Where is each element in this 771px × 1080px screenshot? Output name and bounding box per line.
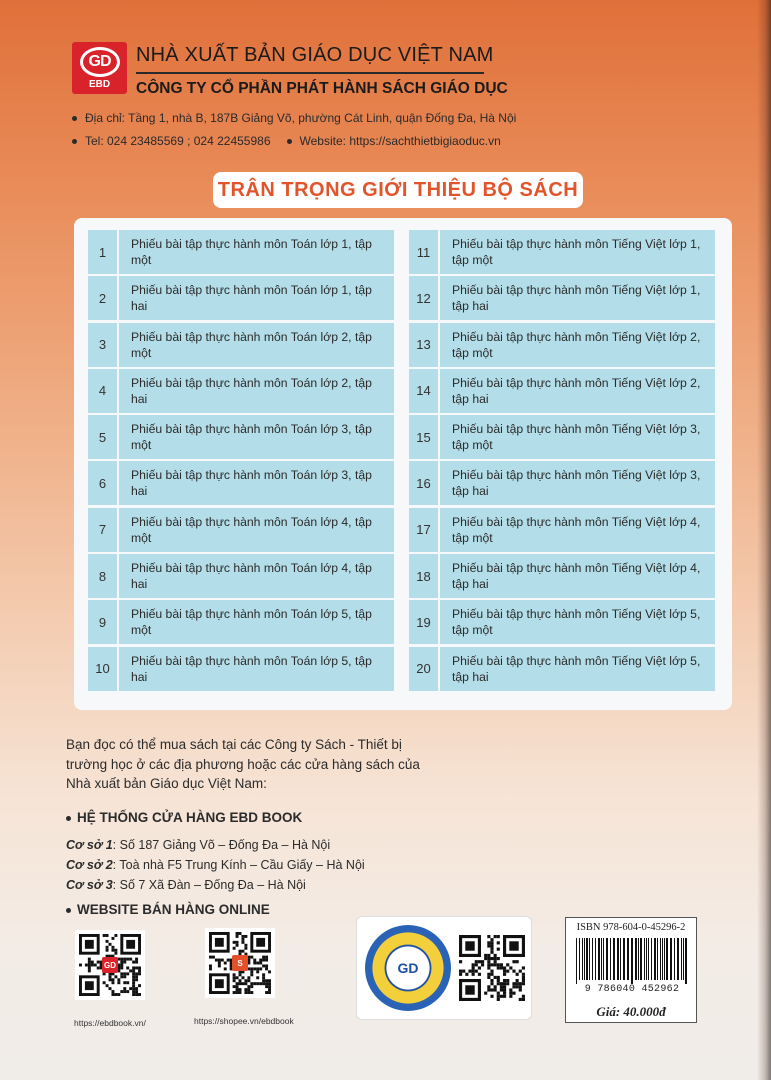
store-address: : Số 187 Giảng Võ – Đống Đa – Hà Nội <box>112 838 331 852</box>
store-item <box>66 878 306 892</box>
bullet-icon <box>66 908 71 913</box>
store-address: : Toà nhà F5 Trung Kính – Cầu Giấy – Hà Nội <box>112 858 365 872</box>
book-row <box>88 647 394 691</box>
authenticity-stamp-box <box>356 916 532 1020</box>
book-title: Phiếu bài tập thực hành môn Tiếng Việt lớp 3, tập hai <box>440 461 715 505</box>
store-item <box>66 838 330 852</box>
book-number: 6 <box>88 461 117 505</box>
contact-line <box>72 134 501 148</box>
barcode-digits: 9 786040 452962 <box>584 984 680 995</box>
book-row <box>88 415 394 459</box>
book-number: 11 <box>409 230 438 274</box>
book-row <box>88 230 394 274</box>
book-title: Phiếu bài tập thực hành môn Tiếng Việt lớp 2, tập hai <box>440 369 715 413</box>
logo-sub: EBD <box>88 78 111 90</box>
book-row <box>88 508 394 552</box>
bullet-icon <box>72 139 77 144</box>
book-title: Phiếu bài tập thực hành môn Tiếng Việt lớp 5, tập hai <box>440 647 715 691</box>
website-text[interactable]: Website: https://sachthietbigiaoduc.vn <box>299 134 501 148</box>
book-title: Phiếu bài tập thực hành môn Tiếng Việt lớp 5, tập một <box>440 600 715 644</box>
store-item <box>66 858 365 872</box>
book-row <box>409 647 715 691</box>
book-title: Phiếu bài tập thực hành môn Tiếng Việt lớp 1, tập một <box>440 230 715 274</box>
verification-qr-icon[interactable] <box>459 935 525 1001</box>
bullet-icon <box>72 116 77 121</box>
book-column-vietnamese <box>409 230 715 693</box>
qr-logo-mark: S <box>232 955 248 971</box>
book-number: 18 <box>409 554 438 598</box>
book-title: Phiếu bài tập thực hành môn Toán lớp 2, tập hai <box>119 369 394 413</box>
book-row <box>409 600 715 644</box>
book-row <box>409 508 715 552</box>
book-column-math <box>88 230 394 693</box>
book-row <box>409 276 715 320</box>
ebdbook-url[interactable]: https://ebdbook.vn/ <box>74 1018 146 1028</box>
book-row <box>88 369 394 413</box>
address-line <box>72 111 516 125</box>
publisher-logo <box>72 42 127 94</box>
book-number: 17 <box>409 508 438 552</box>
book-title: Phiếu bài tập thực hành môn Toán lớp 3, tập một <box>119 415 394 459</box>
book-row <box>88 600 394 644</box>
seal-mark: GD <box>397 960 419 976</box>
store-label: Cơ sở 3 <box>66 878 113 892</box>
book-number: 4 <box>88 369 117 413</box>
store-heading <box>66 810 302 825</box>
book-number: 12 <box>409 276 438 320</box>
book-row <box>88 461 394 505</box>
book-number: 20 <box>409 647 438 691</box>
book-title: Phiếu bài tập thực hành môn Toán lớp 5, tập một <box>119 600 394 644</box>
book-number: 5 <box>88 415 117 459</box>
isbn-barcode-box <box>565 917 697 1023</box>
address-text: Địa chỉ: Tầng 1, nhà B, 187B Giảng Võ, phường Cát Linh, quận Đống Đa, Hà Nội <box>85 111 517 125</box>
book-number: 7 <box>88 508 117 552</box>
book-title: Phiếu bài tập thực hành môn Toán lớp 5, tập hai <box>119 647 394 691</box>
company-name: CÔNG TY CỔ PHẦN PHÁT HÀNH SÁCH GIÁO DỤC <box>136 80 508 97</box>
book-row <box>88 276 394 320</box>
book-number: 1 <box>88 230 117 274</box>
book-title: Phiếu bài tập thực hành môn Toán lớp 4, tập một <box>119 508 394 552</box>
book-title: Phiếu bài tập thực hành môn Tiếng Việt lớp 4, tập một <box>440 508 715 552</box>
series-banner: TRÂN TRỌNG GIỚI THIỆU BỘ SÁCH <box>213 172 583 208</box>
book-row <box>88 323 394 367</box>
book-number: 8 <box>88 554 117 598</box>
bullet-icon <box>287 139 292 144</box>
book-row <box>409 461 715 505</box>
logo-mark: GD <box>80 47 120 77</box>
book-title: Phiếu bài tập thực hành môn Toán lớp 1, tập một <box>119 230 394 274</box>
online-heading <box>66 902 270 917</box>
store-label: Cơ sở 1 <box>66 838 113 852</box>
publisher-name: NHÀ XUẤT BẢN GIÁO DỤC VIỆT NAM <box>136 44 494 66</box>
book-number: 14 <box>409 369 438 413</box>
book-title: Phiếu bài tập thực hành môn Toán lớp 1, tập hai <box>119 276 394 320</box>
header-divider <box>136 72 484 74</box>
book-row <box>88 554 394 598</box>
shopee-url[interactable]: https://shopee.vn/ebdbook <box>194 1016 294 1026</box>
book-title: Phiếu bài tập thực hành môn Tiếng Việt lớp 4, tập hai <box>440 554 715 598</box>
book-row <box>409 323 715 367</box>
publisher-seal-icon <box>365 925 451 1011</box>
book-number: 2 <box>88 276 117 320</box>
book-number: 15 <box>409 415 438 459</box>
book-number: 9 <box>88 600 117 644</box>
book-title: Phiếu bài tập thực hành môn Toán lớp 3, tập hai <box>119 461 394 505</box>
book-spine-shadow <box>757 0 771 1080</box>
online-heading-text: WEBSITE BÁN HÀNG ONLINE <box>77 902 270 917</box>
book-title: Phiếu bài tập thực hành môn Tiếng Việt lớp 3, tập một <box>440 415 715 459</box>
store-label: Cơ sở 2 <box>66 858 113 872</box>
book-row <box>409 369 715 413</box>
phone-text: Tel: 024 23485569 ; 024 22455986 <box>85 134 271 148</box>
book-title: Phiếu bài tập thực hành môn Tiếng Việt lớp 2, tập một <box>440 323 715 367</box>
purchase-note: Bạn đọc có thể mua sách tại các Công ty Sách - Thiết bị trường học ở các địa phương hoặc các cửa hàng sách của Nhà xuất bản Giáo dục Việt Nam: <box>66 737 420 791</box>
book-list-panel <box>74 218 732 710</box>
shopee-qr-code[interactable] <box>205 928 275 998</box>
ebdbook-qr-code[interactable] <box>75 930 145 1000</box>
book-title: Phiếu bài tập thực hành môn Toán lớp 2, tập một <box>119 323 394 367</box>
book-number: 10 <box>88 647 117 691</box>
barcode-icon <box>572 938 692 984</box>
qr-logo-mark: GD <box>102 957 118 973</box>
book-title: Phiếu bài tập thực hành môn Toán lớp 4, tập hai <box>119 554 394 598</box>
book-number: 16 <box>409 461 438 505</box>
store-address: : Số 7 Xã Đàn – Đống Đa – Hà Nội <box>112 878 306 892</box>
book-number: 19 <box>409 600 438 644</box>
book-number: 3 <box>88 323 117 367</box>
store-heading-text: HỆ THỐNG CỬA HÀNG EBD BOOK <box>77 810 303 825</box>
isbn-label: ISBN 978-604-0-45296-2 <box>576 922 686 933</box>
book-title: Phiếu bài tập thực hành môn Tiếng Việt lớp 1, tập hai <box>440 276 715 320</box>
book-row <box>409 554 715 598</box>
book-row <box>409 230 715 274</box>
price: Giá: 40.000đ <box>596 1004 666 1019</box>
book-number: 13 <box>409 323 438 367</box>
bullet-icon <box>66 816 71 821</box>
book-row <box>409 415 715 459</box>
